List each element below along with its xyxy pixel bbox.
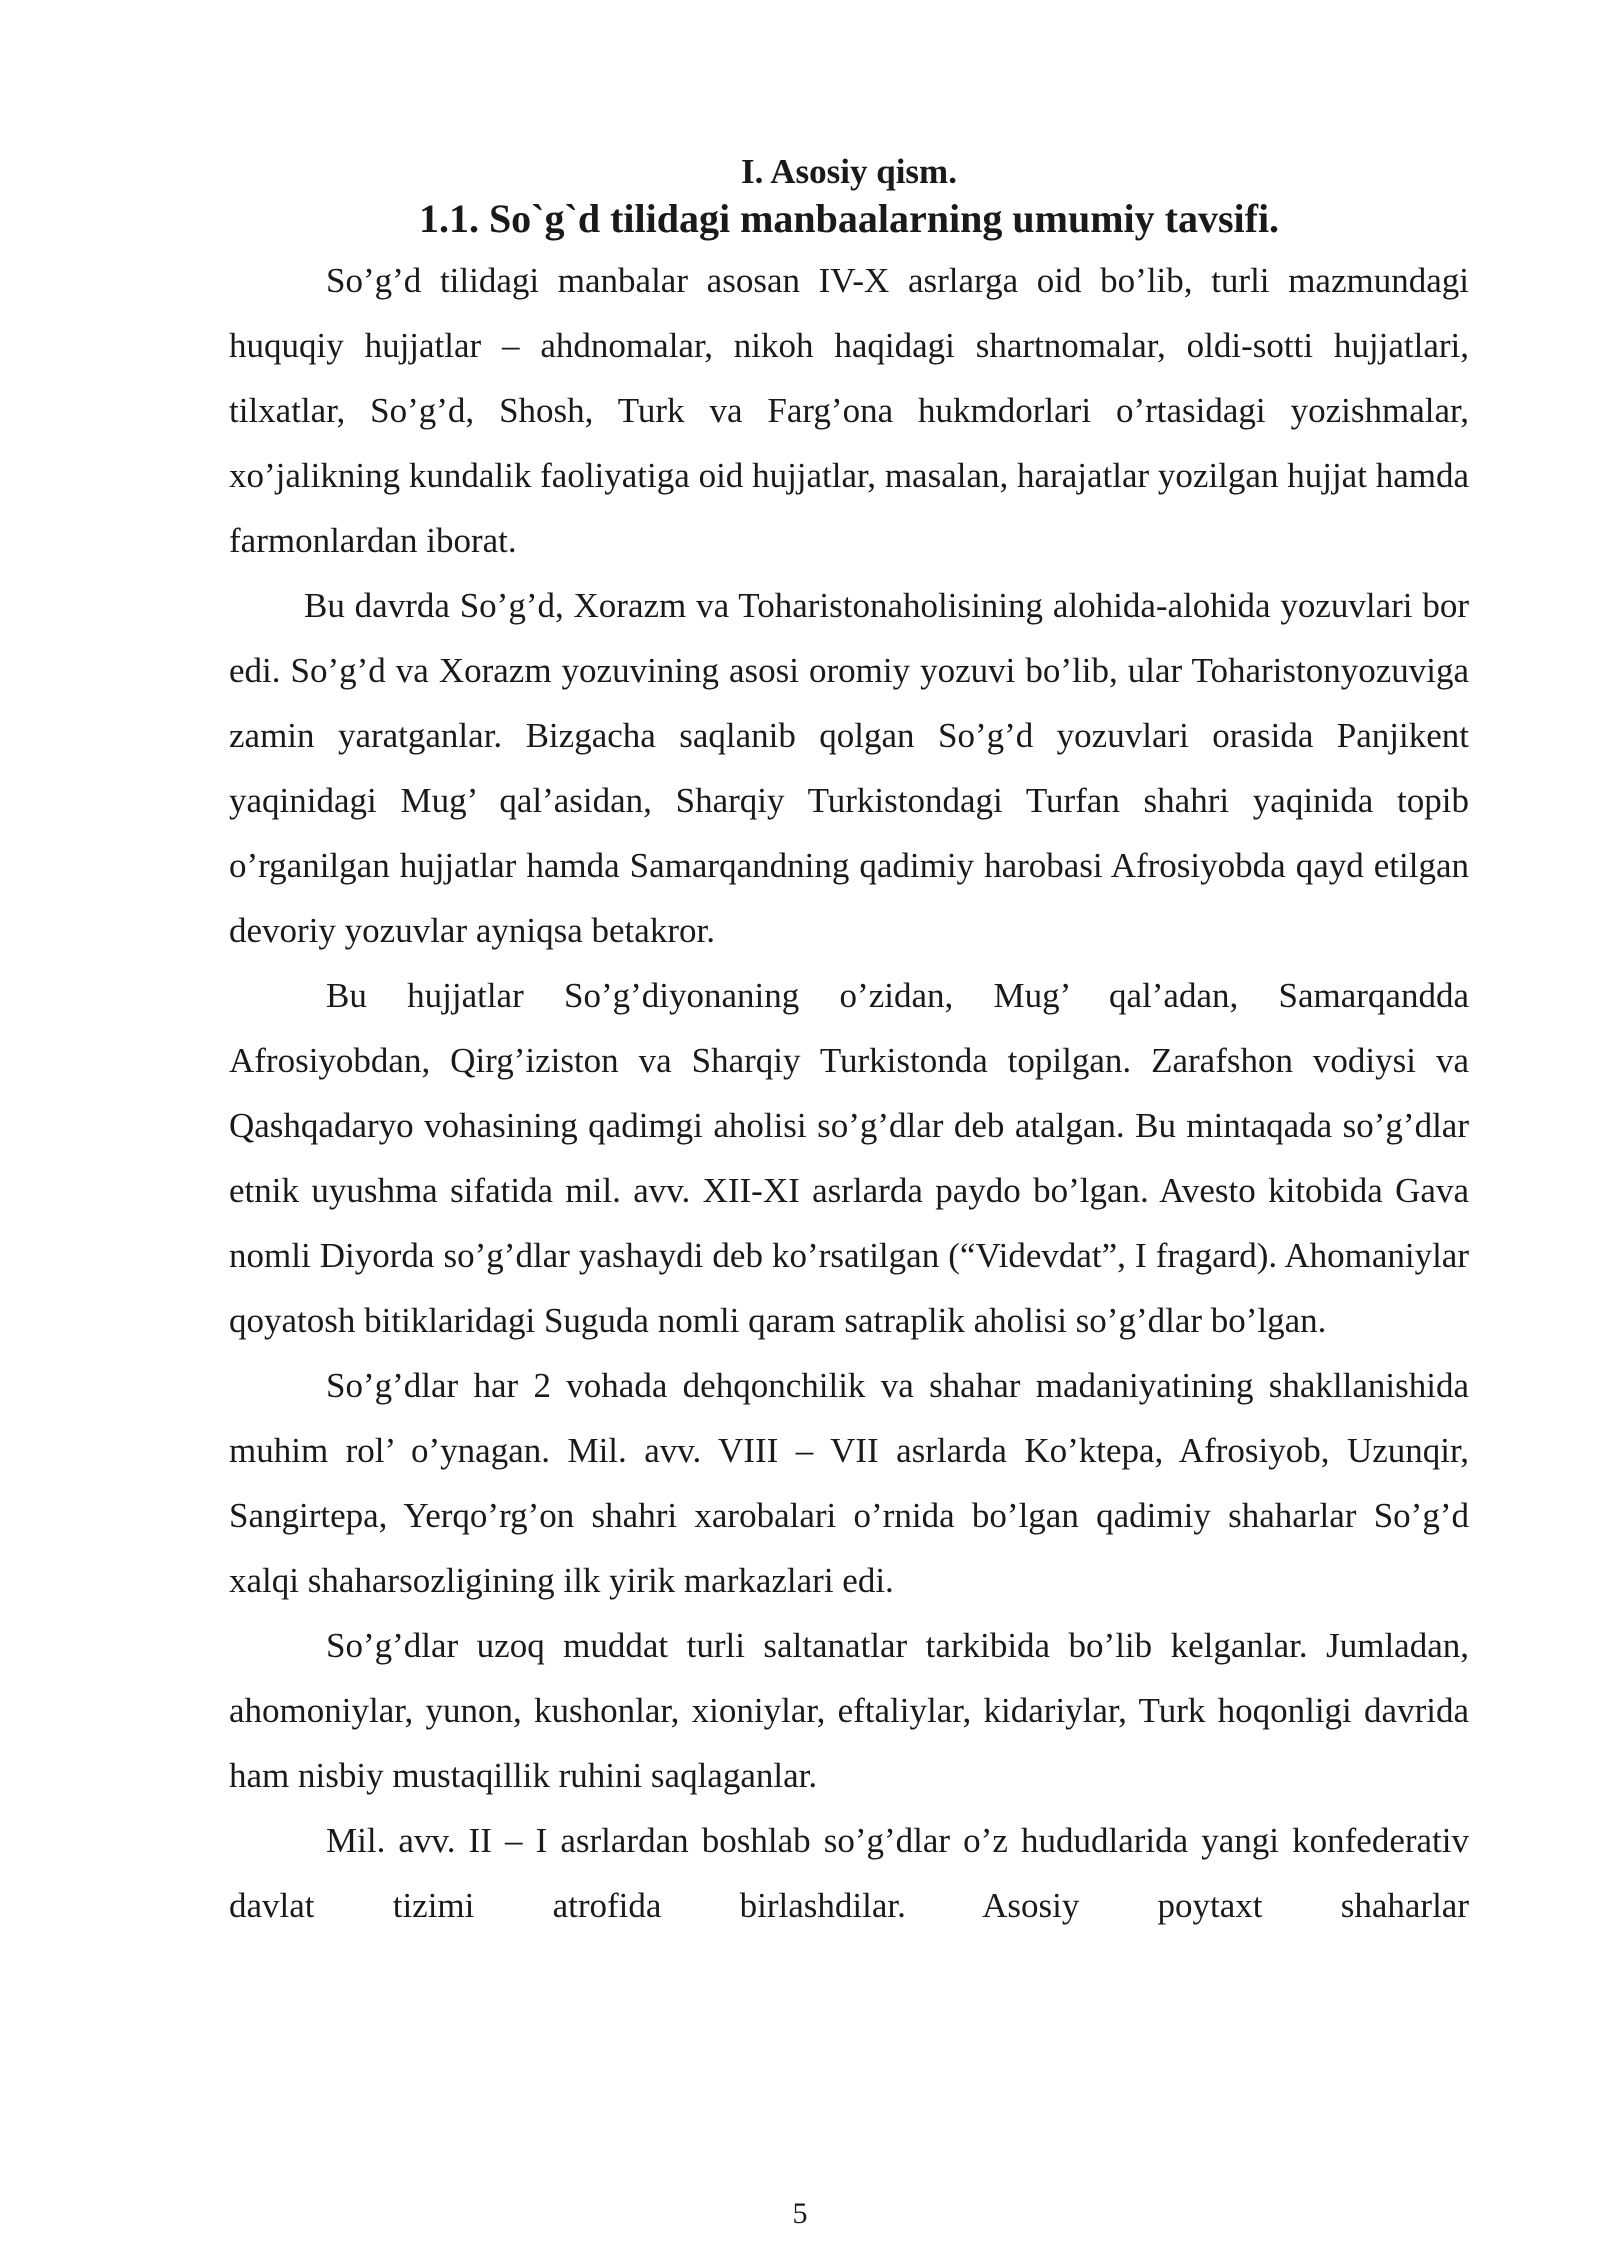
paragraph: So’g’d tilidagi manbalar asosan IV-X asrlarga oid bo’lib, turli mazmundagi huquqiy hujjatlar – ahdnomalar, nikoh haqidagi shartnomalar, oldi-sotti hujjatlari, tilxatlar, So’g’d, Shosh, Turk va Farg’ona hukmdorlari o’rtasidagi yozishmalar, xo’jalikning kundalik faoliyatiga oid hujjatlar, masalan, harajatlar yozilgan hujjat hamda farmonlardan iborat.	[229, 261, 1469, 560]
section-heading: 1.1. So`g`d tilidagi manbaalarning umumiy tavsifi.	[418, 196, 1280, 241]
part-heading: I. Asosiy qism.	[741, 152, 957, 191]
paragraph: Mil. avv. II – I asrlardan boshlab so’g’dlar o’z hududlarida yangi konfederativ davlat tizimi atrofida birlashdilar. Asosiy poytaxt shaharlar	[229, 1821, 1469, 1925]
paragraph: Bu hujjatlar So’g’diyonaning o’zidan, Mug’ qal’adan, Samarqandda Afrosiyobdan, Qirg’iziston va Sharqiy Turkistonda topilgan. Zarafshon vodiysi va Qashqadaryo vohasining qadimgi aholisi so’g’dlar deb atalgan. Bu mintaqada so’g’dlar etnik uyushma sifatida mil. avv. XII-XI asrlarda paydo bo’lgan. Avesto kitobida Gava nomli Diyorda so’g’dlar yashaydi deb ko’rsatilgan (“Videvdat”, I fragard). Ahomaniylar qoyatosh bitiklaridagi Suguda nomli qaram satraplik aholisi so’g’dlar bo’lgan.	[229, 976, 1469, 1340]
page-number: 5	[792, 2197, 808, 2230]
paragraph: Bu davrda So’g’d, Xorazm va Toharistonaholisining alohida-alohida yozuvlari bor edi. So’g’d va Xorazm yozuvining asosi oromiy yozuvi bo’lib, ular Toharistonyozuviga zamin yaratganlar. Bizgacha saqlanib qolgan So’g’d yozuvlari orasida Panjikent yaqinidagi Mug’ qal’asidan, Sharqiy Turkistondagi Turfan shahri yaqinida topib o’rganilgan hujjatlar hamda Samarqandning qadimiy harobasi Afrosiyobda qayd etilgan devoriy yozuvlar ayniqsa betakror.	[229, 586, 1469, 950]
paragraph: So’g’dlar har 2 vohada dehqonchilik va shahar madaniyatining shakllanishida muhim rol’ o’ynagan. Mil. avv. VIII – VII asrlarda Ko’ktepa, Afrosiyob, Uzunqir, Sangirtepa, Yerqo’rg’on shahri xarobalari o’rnida bo’lgan qadimiy shaharlar So’g’d xalqi shaharsozligining ilk yirik markazlari edi.	[229, 1366, 1469, 1600]
document-body	[229, 150, 1469, 1938]
paragraph: So’g’dlar uzoq muddat turli saltanatlar tarkibida bo’lib kelganlar. Jumladan, ahomoniylar, yunon, kushonlar, xioniylar, eftaliylar, kidariylar, Turk hoqonligi davrida ham nisbiy mustaqillik ruhini saqlaganlar.	[229, 1626, 1469, 1795]
